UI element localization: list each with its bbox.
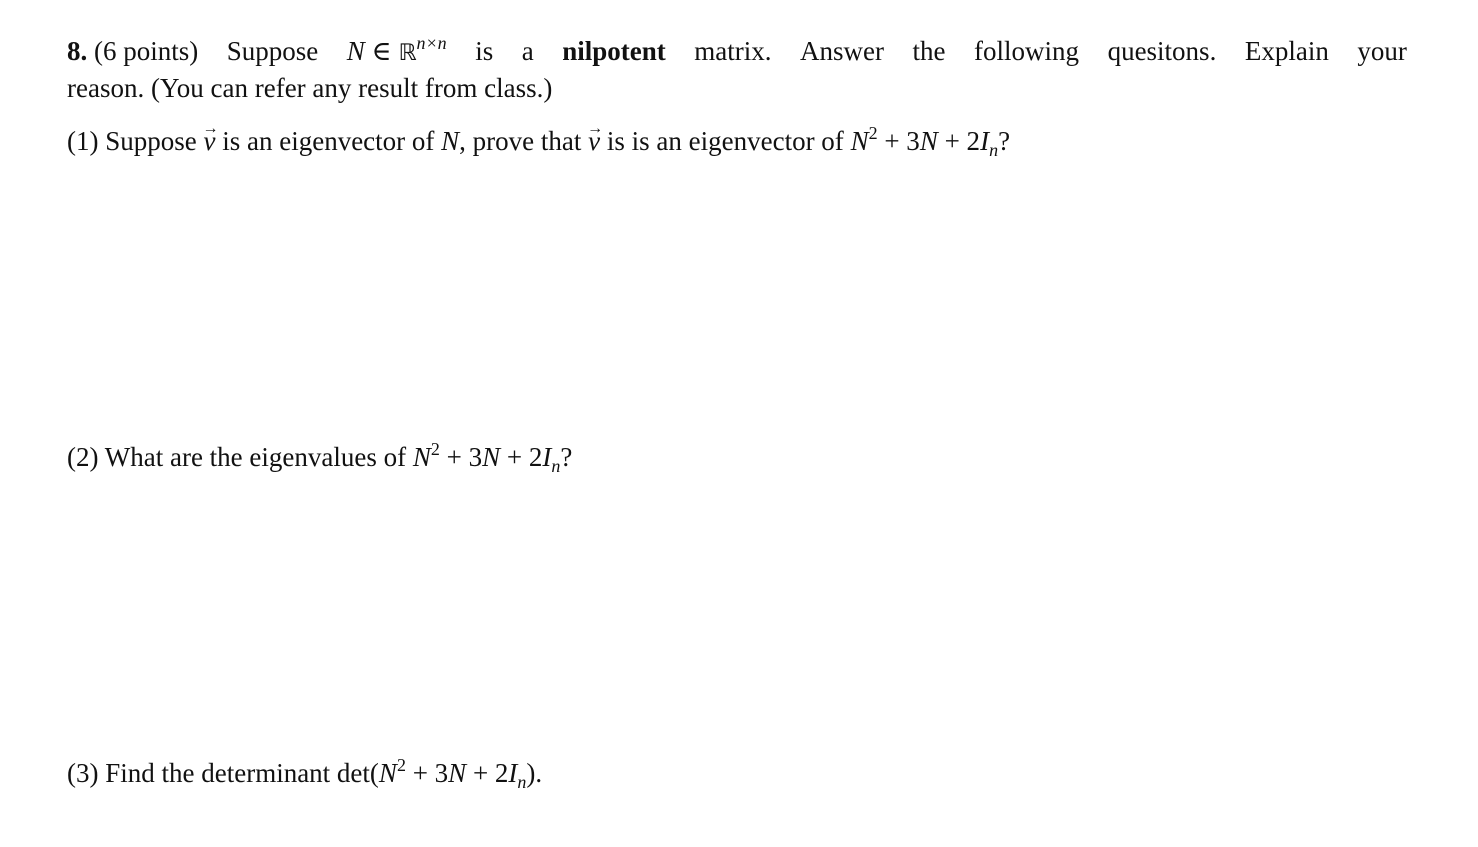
word-a: a: [521, 36, 534, 66]
plus-three: + 3: [446, 442, 483, 472]
q2-end: ?: [560, 442, 573, 472]
problem-line-2: reason. (You can refer any result from class.): [67, 73, 553, 103]
identity-subscript: n: [551, 456, 561, 476]
matrix-n-squared: N: [850, 126, 869, 156]
matrix-n-linear: N: [448, 758, 467, 788]
question-1: [67, 124, 1407, 159]
q3-label: (3) Find the determinant det(: [67, 758, 379, 788]
word-answer: Answer: [800, 36, 885, 66]
identity-subscript: n: [989, 140, 999, 160]
word-following: following: [974, 36, 1080, 66]
question-3: [67, 756, 1407, 791]
matrix-n-linear: N: [919, 126, 938, 156]
plus-two: + 2: [506, 442, 543, 472]
exponent: 2: [868, 123, 878, 143]
matrix-symbol: N: [346, 36, 365, 66]
word-the: the: [912, 36, 946, 66]
problem-number: 8.: [67, 36, 88, 66]
word-is: is: [475, 36, 494, 66]
problem-statement: [67, 34, 1407, 106]
matrix-n-squared: N: [412, 442, 431, 472]
plus-three: + 3: [412, 758, 449, 788]
q1-text-a: is an eigenvector of: [222, 126, 435, 156]
vector-v: → v: [204, 124, 216, 159]
q3-end: ).: [526, 758, 543, 788]
word-quesitons: quesitons.: [1107, 36, 1217, 66]
identity-matrix: I: [508, 758, 518, 788]
word-matrix: matrix.: [694, 36, 772, 66]
q1-text-b: , prove that: [459, 126, 582, 156]
exponent: 2: [430, 439, 440, 459]
matrix-n-linear: N: [482, 442, 501, 472]
matrix-n: N: [441, 126, 460, 156]
reals-symbol: ℝ: [398, 40, 417, 66]
word-suppose: Suppose: [226, 36, 319, 66]
identity-matrix: I: [980, 126, 990, 156]
word-your: your: [1357, 36, 1407, 66]
matrix-n-squared: N: [378, 758, 397, 788]
vector-v-2: → v: [588, 124, 600, 159]
q1-end: ?: [998, 126, 1011, 156]
identity-subscript: n: [517, 772, 527, 792]
plus-two: + 2: [944, 126, 981, 156]
q1-text-c: is is an eigenvector of: [606, 126, 844, 156]
problem-line-1: [67, 34, 1407, 71]
plus-three: + 3: [884, 126, 920, 156]
q2-label: (2) What are the eigenvalues of: [67, 442, 407, 472]
exponent: 2: [396, 755, 406, 775]
identity-matrix: I: [542, 442, 552, 472]
points-label: (6 points): [94, 36, 199, 66]
plus-two: + 2: [472, 758, 509, 788]
q1-label: (1) Suppose: [67, 126, 197, 156]
element-of-symbol: ∈: [371, 36, 392, 66]
bold-term-nilpotent: nilpotent: [562, 36, 666, 66]
question-2: [67, 440, 1407, 475]
dimension-superscript: n×n: [416, 33, 447, 53]
word-explain: Explain: [1244, 36, 1329, 66]
